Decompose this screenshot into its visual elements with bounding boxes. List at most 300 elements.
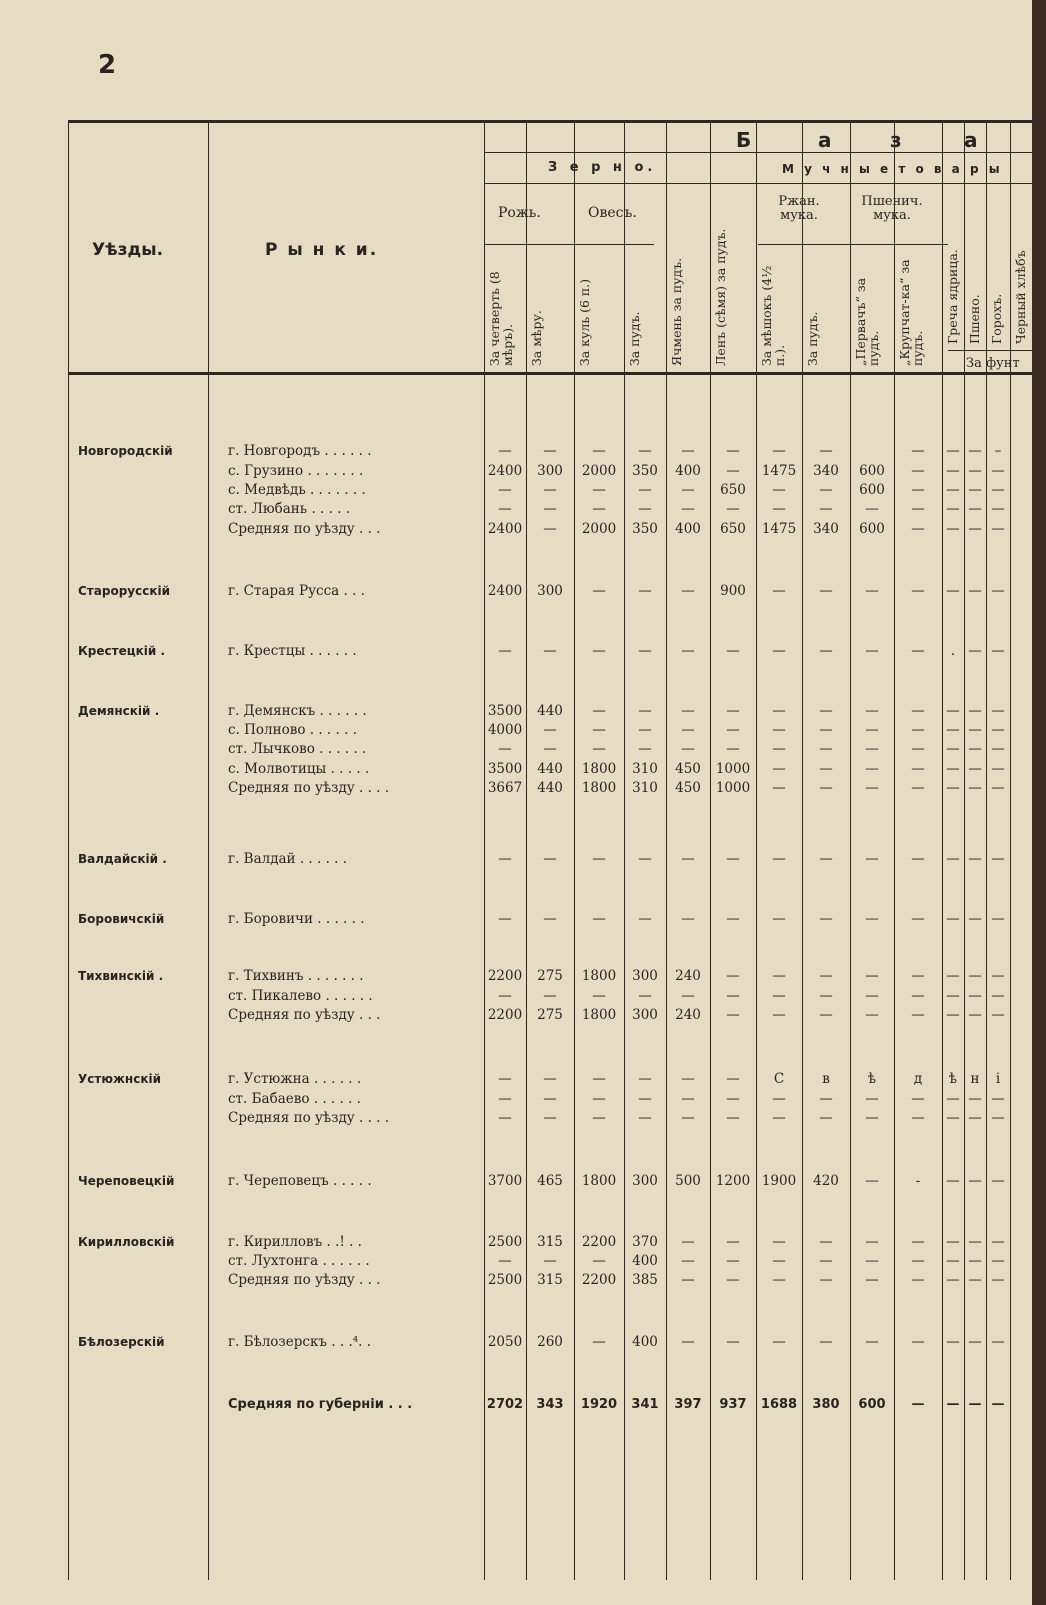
- table-cell: 600: [859, 521, 885, 537]
- table-cell: —: [991, 1110, 1005, 1126]
- basis-letter-2: а: [818, 128, 832, 152]
- table-cell: —: [638, 501, 652, 517]
- table-cell: —: [865, 780, 879, 796]
- table-cell: —: [819, 443, 833, 459]
- basis-rule: [484, 152, 1032, 153]
- table-cell: —: [911, 851, 925, 867]
- table-cell: —: [772, 1253, 786, 1269]
- sub-header-1: За мѣру.: [529, 310, 544, 366]
- table-cell: —: [968, 1253, 982, 1269]
- market-name: г. Крестцы . . . . . .: [228, 643, 357, 659]
- table-cell: —: [991, 1253, 1005, 1269]
- table-cell: 2200: [487, 1007, 523, 1023]
- table-cell: —: [946, 722, 960, 738]
- county-name: Бѣлозерскій: [78, 1335, 165, 1349]
- sub-header-12: Горохъ.: [989, 293, 1004, 344]
- table-cell: —: [946, 1272, 960, 1288]
- table-cell: 600: [859, 463, 885, 479]
- table-cell: —: [592, 643, 606, 659]
- sub-header-5: Ленъ (сѣмя) за пудъ.: [713, 228, 728, 366]
- table-cell: —: [819, 1272, 833, 1288]
- table-cell: —: [865, 703, 879, 719]
- table-cell: —: [819, 1007, 833, 1023]
- oats-header: Овесъ.: [588, 205, 637, 221]
- table-cell: —: [968, 1007, 982, 1023]
- table-cell: —: [681, 643, 695, 659]
- table-cell: —: [772, 968, 786, 984]
- table-cell: —: [592, 703, 606, 719]
- table-cell: 1920: [580, 1397, 618, 1412]
- table-cell: 2200: [581, 1272, 617, 1288]
- table-cell: —: [946, 911, 960, 927]
- table-cell: 2400: [487, 521, 523, 537]
- county-name: Новгородскій: [78, 444, 173, 458]
- table-cell: 2500: [487, 1272, 523, 1288]
- table-cell: —: [991, 988, 1005, 1004]
- table-cell: 2400: [487, 463, 523, 479]
- table-cell: —: [681, 988, 695, 1004]
- table-cell: 310: [632, 780, 658, 796]
- table-cell: —: [726, 463, 740, 479]
- column-rule: [208, 120, 209, 1580]
- table-cell: —: [911, 521, 925, 537]
- table-cell: —: [772, 501, 786, 517]
- table-cell: 650: [720, 482, 746, 498]
- column-rule: [526, 120, 527, 1580]
- county-name: Демянскій .: [78, 704, 160, 718]
- table-cell: —: [498, 501, 512, 517]
- table-cell: —: [968, 1091, 982, 1107]
- table-cell: —: [819, 968, 833, 984]
- market-name: Средняя по уѣзду . . . .: [228, 1110, 390, 1126]
- table-cell: —: [968, 1272, 982, 1288]
- table-cell: 1800: [581, 780, 617, 796]
- table-cell: —: [911, 1334, 925, 1350]
- table-cell: —: [726, 1334, 740, 1350]
- table-cell: —: [498, 1110, 512, 1126]
- market-name: г. Череповецъ . . . . .: [228, 1173, 372, 1189]
- table-cell: —: [911, 741, 925, 757]
- table-cell: —: [946, 463, 960, 479]
- table-cell: 2000: [581, 521, 617, 537]
- table-cell: —: [726, 703, 740, 719]
- market-name: г. Новгородъ . . . . . .: [228, 443, 372, 459]
- table-cell: —: [543, 443, 557, 459]
- table-cell: —: [911, 583, 925, 599]
- table-cell: 600: [859, 482, 885, 498]
- table-cell: 400: [675, 463, 701, 479]
- table-cell: 350: [632, 463, 658, 479]
- table-cell: —: [726, 988, 740, 1004]
- table-cell: —: [772, 643, 786, 659]
- table-cell: 3700: [487, 1173, 523, 1189]
- table-cell: 440: [537, 703, 563, 719]
- table-cell: —: [681, 1110, 695, 1126]
- table-cell: —: [638, 1110, 652, 1126]
- table-cell: —: [865, 1173, 879, 1189]
- subgroup-rule-grain: [484, 244, 654, 245]
- market-name: г. Валдай . . . . . .: [228, 851, 348, 867]
- table-cell: —: [543, 521, 557, 537]
- table-cell: 340: [813, 463, 839, 479]
- table-cell: —: [726, 722, 740, 738]
- table-cell: —: [991, 463, 1005, 479]
- table-cell: —: [592, 911, 606, 927]
- table-cell: —: [946, 501, 960, 517]
- table-cell: —: [543, 911, 557, 927]
- table-cell: 340: [813, 521, 839, 537]
- table-cell: —: [638, 1071, 652, 1087]
- table-cell: —: [911, 722, 925, 738]
- table-cell: —: [946, 1110, 960, 1126]
- market-name: г. Боровичи . . . . . .: [228, 911, 365, 927]
- table-cell: —: [968, 703, 982, 719]
- table-cell: 300: [632, 1173, 658, 1189]
- table-cell: —: [543, 1110, 557, 1126]
- table-cell: —: [946, 482, 960, 498]
- rye-flour-header: Ржан. мука.: [778, 194, 820, 223]
- table-cell: —: [819, 851, 833, 867]
- table-cell: —: [968, 1334, 982, 1350]
- table-cell: —: [991, 1272, 1005, 1288]
- table-cell: —: [681, 482, 695, 498]
- table-cell: —: [638, 988, 652, 1004]
- table-cell: —: [592, 741, 606, 757]
- table-cell: —: [991, 722, 1005, 738]
- sub-header-7: За пудъ.: [805, 311, 820, 366]
- table-cell: —: [865, 1234, 879, 1250]
- table-cell: —: [968, 443, 982, 459]
- header-bottom-rule: [68, 372, 1032, 375]
- market-header: Р ы н к и.: [265, 240, 379, 260]
- table-cell: —: [968, 851, 982, 867]
- table-cell: —: [968, 583, 982, 599]
- table-cell: —: [946, 1091, 960, 1107]
- table-cell: —: [991, 851, 1005, 867]
- table-cell: —: [865, 1091, 879, 1107]
- table-cell: 300: [632, 968, 658, 984]
- table-cell: —: [726, 1071, 740, 1087]
- table-cell: —: [592, 482, 606, 498]
- table-cell: —: [968, 521, 982, 537]
- column-rule: [802, 120, 803, 1580]
- table-cell: —: [865, 1253, 879, 1269]
- table-cell: 1475: [761, 463, 797, 479]
- table-cell: 1000: [715, 761, 751, 777]
- table-cell: —: [946, 741, 960, 757]
- table-cell: —: [638, 643, 652, 659]
- table-cell: —: [681, 443, 695, 459]
- table-cell: —: [819, 482, 833, 498]
- table-cell: —: [968, 482, 982, 498]
- table-cell: —: [543, 988, 557, 1004]
- table-cell: 315: [537, 1234, 563, 1250]
- table-cell: —: [726, 443, 740, 459]
- table-cell: —: [819, 1334, 833, 1350]
- sub-header-4: Ячмень за пудъ.: [669, 257, 684, 366]
- grain-header: З е р н о.: [548, 160, 657, 175]
- table-cell: —: [865, 1272, 879, 1288]
- table-cell: —: [946, 1007, 960, 1023]
- table-cell: —: [638, 722, 652, 738]
- table-cell: —: [991, 1091, 1005, 1107]
- table-cell: —: [911, 703, 925, 719]
- table-cell: —: [911, 988, 925, 1004]
- table-cell: —: [772, 1334, 786, 1350]
- table-cell: —: [911, 968, 925, 984]
- county-name: Череповецкій: [78, 1174, 175, 1188]
- table-cell: 3500: [487, 703, 523, 719]
- market-name: Средняя по уѣзду . . .: [228, 1272, 381, 1288]
- table-cell: .: [950, 643, 956, 659]
- table-cell: 1800: [581, 1007, 617, 1023]
- table-cell: —: [865, 583, 879, 599]
- column-rule: [624, 120, 625, 1580]
- table-cell: —: [772, 1234, 786, 1250]
- table-cell: 240: [675, 1007, 701, 1023]
- table-cell: 2400: [487, 583, 523, 599]
- table-cell: —: [911, 780, 925, 796]
- table-cell: —: [681, 741, 695, 757]
- table-cell: —: [911, 1272, 925, 1288]
- table-cell: 2000: [581, 463, 617, 479]
- table-cell: —: [498, 911, 512, 927]
- table-cell: ѣ: [948, 1071, 958, 1087]
- table-cell: —: [911, 443, 925, 459]
- column-rule: [964, 120, 965, 1580]
- table-cell: —: [911, 482, 925, 498]
- rye-header: Рожь.: [498, 205, 541, 221]
- table-cell: —: [592, 722, 606, 738]
- table-cell: —: [681, 911, 695, 927]
- table-cell: 450: [675, 761, 701, 777]
- table-cell: —: [638, 741, 652, 757]
- market-name: с. Молвотицы . . . . .: [228, 761, 370, 777]
- table-cell: 300: [632, 1007, 658, 1023]
- table-cell: —: [819, 722, 833, 738]
- table-cell: —: [865, 968, 879, 984]
- market-name: г. Тихвинъ . . . . . . .: [228, 968, 364, 984]
- table-cell: 1800: [581, 761, 617, 777]
- table-cell: —: [991, 703, 1005, 719]
- table-cell: 440: [537, 761, 563, 777]
- table-cell: —: [991, 643, 1005, 659]
- za-funt-header: За фунт: [966, 356, 1020, 371]
- table-cell: —: [865, 1007, 879, 1023]
- table-cell: —: [543, 1091, 557, 1107]
- table-cell: 1200: [715, 1173, 751, 1189]
- table-cell: —: [946, 583, 960, 599]
- market-name: Средняя по уѣзду . . .: [228, 521, 381, 537]
- table-cell: —: [819, 501, 833, 517]
- table-cell: —: [498, 443, 512, 459]
- table-cell: —: [968, 643, 982, 659]
- table-cell: 300: [537, 463, 563, 479]
- table-cell: —: [968, 722, 982, 738]
- table-cell: —: [911, 1397, 925, 1412]
- table-cell: —: [772, 911, 786, 927]
- table-cell: —: [991, 1173, 1005, 1189]
- county-name: Кирилловскій: [78, 1235, 175, 1249]
- table-cell: —: [543, 643, 557, 659]
- table-cell: 600: [858, 1397, 886, 1412]
- table-cell: 1475: [761, 521, 797, 537]
- table-cell: —: [991, 968, 1005, 984]
- table-cell: —: [911, 1253, 925, 1269]
- table-cell: —: [592, 443, 606, 459]
- table-cell: 400: [632, 1334, 658, 1350]
- table-cell: —: [638, 911, 652, 927]
- market-name: ст. Лычково . . . . . .: [228, 741, 367, 757]
- column-rule: [756, 120, 757, 1580]
- table-cell: —: [865, 988, 879, 1004]
- table-cell: —: [638, 443, 652, 459]
- table-cell: —: [772, 780, 786, 796]
- table-cell: —: [498, 1253, 512, 1269]
- table-cell: —: [638, 583, 652, 599]
- county-name: Крестецкій .: [78, 644, 166, 658]
- table-cell: 315: [537, 1272, 563, 1288]
- table-cell: —: [819, 780, 833, 796]
- table-cell: д: [913, 1071, 923, 1087]
- table-cell: —: [726, 1007, 740, 1023]
- table-cell: —: [991, 1334, 1005, 1350]
- table-cell: —: [726, 1253, 740, 1269]
- table-cell: —: [946, 968, 960, 984]
- table-cell: —: [946, 1334, 960, 1350]
- table-cell: —: [991, 741, 1005, 757]
- table-cell: -: [915, 1173, 921, 1189]
- column-rule: [574, 120, 575, 1580]
- table-cell: —: [772, 761, 786, 777]
- table-cell: —: [681, 1091, 695, 1107]
- table-cell: 385: [632, 1272, 658, 1288]
- market-name: г. Старая Русса . . .: [228, 583, 365, 599]
- table-cell: —: [543, 482, 557, 498]
- table-cell: —: [726, 911, 740, 927]
- table-cell: —: [726, 741, 740, 757]
- table-cell: —: [772, 443, 786, 459]
- table-cell: 310: [632, 761, 658, 777]
- table-cell: —: [681, 722, 695, 738]
- table-cell: —: [991, 780, 1005, 796]
- table-cell: —: [543, 1253, 557, 1269]
- table-cell: —: [681, 1071, 695, 1087]
- table-cell: —: [911, 1091, 925, 1107]
- table-cell: —: [772, 1110, 786, 1126]
- table-cell: 450: [675, 780, 701, 796]
- table-cell: —: [772, 851, 786, 867]
- table-cell: —: [968, 761, 982, 777]
- table-cell: 1800: [581, 968, 617, 984]
- column-rule: [68, 120, 69, 1580]
- table-cell: —: [772, 703, 786, 719]
- table-cell: —: [819, 1253, 833, 1269]
- table-cell: 380: [812, 1397, 840, 1412]
- table-cell: —: [865, 761, 879, 777]
- table-cell: —: [772, 482, 786, 498]
- table-cell: 2200: [487, 968, 523, 984]
- table-cell: 1000: [715, 780, 751, 796]
- column-rule: [710, 120, 711, 1580]
- table-cell: —: [991, 1234, 1005, 1250]
- table-cell: —: [946, 1234, 960, 1250]
- table-cell: —: [819, 643, 833, 659]
- table-cell: —: [638, 703, 652, 719]
- uezd-header: Уѣзды.: [92, 240, 164, 260]
- table-cell: —: [968, 968, 982, 984]
- table-cell: —: [865, 911, 879, 927]
- table-cell: 465: [537, 1173, 563, 1189]
- sub-header-10: Греча ядрица.: [945, 249, 960, 344]
- table-cell: —: [772, 1007, 786, 1023]
- table-cell: —: [911, 1234, 925, 1250]
- table-cell: —: [968, 463, 982, 479]
- table-cell: 937: [719, 1397, 747, 1412]
- table-cell: —: [991, 583, 1005, 599]
- market-name: г. Кирилловъ . .! . .: [228, 1234, 362, 1250]
- table-cell: —: [968, 741, 982, 757]
- market-name: ст. Бабаево . . . . . .: [228, 1091, 361, 1107]
- table-cell: —: [911, 761, 925, 777]
- table-cell: —: [991, 501, 1005, 517]
- table-cell: —: [865, 1110, 879, 1126]
- table-cell: —: [968, 1110, 982, 1126]
- table-cell: —: [819, 1110, 833, 1126]
- table-cell: —: [819, 703, 833, 719]
- table-cell: —: [911, 501, 925, 517]
- table-cell: —: [991, 761, 1005, 777]
- table-cell: —: [946, 851, 960, 867]
- sub-header-3: За пудъ.: [627, 311, 642, 366]
- table-cell: —: [498, 741, 512, 757]
- top-rule: [68, 120, 1032, 123]
- table-cell: 1800: [581, 1173, 617, 1189]
- table-cell: —: [772, 583, 786, 599]
- table-cell: —: [946, 1253, 960, 1269]
- county-name: Устюжнскій: [78, 1072, 161, 1086]
- column-rule: [1010, 120, 1011, 1580]
- basis-letter-3: з: [890, 128, 902, 152]
- table-cell: —: [819, 1091, 833, 1107]
- wheat-flour-header: Пшенич. мука.: [861, 194, 923, 223]
- table-cell: —: [592, 1334, 606, 1350]
- table-cell: —: [968, 1234, 982, 1250]
- sub-header-8: „Первачъ“ за пудъ.: [853, 277, 881, 366]
- market-name: г. Бѣлозерскъ . . .⁴. .: [228, 1334, 372, 1350]
- subgroup-rule-flour: [758, 244, 948, 245]
- table-cell: 2050: [487, 1334, 523, 1350]
- table-cell: —: [819, 583, 833, 599]
- table-cell: —: [772, 741, 786, 757]
- table-cell: —: [991, 521, 1005, 537]
- county-name: Валдайскій .: [78, 852, 167, 866]
- table-cell: —: [498, 851, 512, 867]
- table-cell: 440: [537, 780, 563, 796]
- table-cell: —: [543, 741, 557, 757]
- table-cell: —: [911, 1110, 925, 1126]
- table-cell: 1688: [760, 1397, 798, 1412]
- table-cell: —: [911, 911, 925, 927]
- table-cell: 400: [675, 521, 701, 537]
- table-cell: 397: [674, 1397, 702, 1412]
- table-cell: 650: [720, 521, 746, 537]
- table-cell: —: [592, 583, 606, 599]
- sub-header-9: „Крупчат-ка“ за пудъ.: [897, 259, 925, 366]
- group-rule: [484, 183, 1032, 184]
- table-cell: —: [592, 1253, 606, 1269]
- table-cell: —: [946, 1397, 960, 1412]
